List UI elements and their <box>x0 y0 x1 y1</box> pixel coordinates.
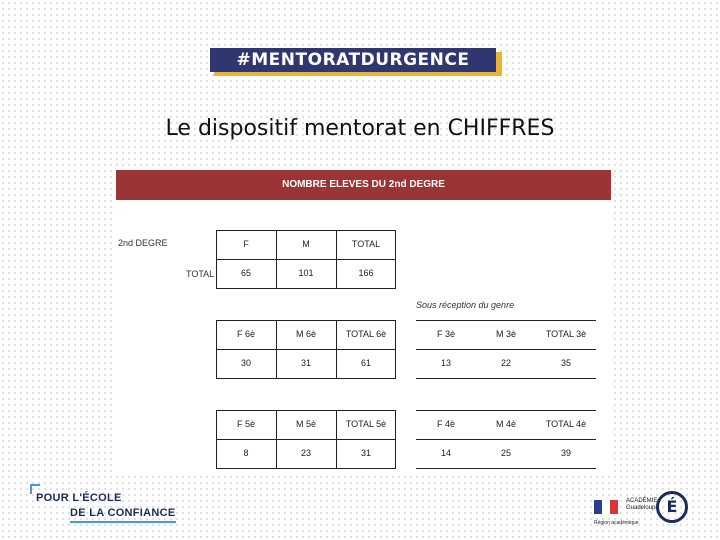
value-m-3: 22 <box>500 358 511 368</box>
logo-accent-bar-vertical <box>30 484 32 494</box>
gender-note: Sous réception du genre <box>416 300 515 310</box>
value-m: 101 <box>298 268 314 278</box>
republique-flag-icon <box>594 500 618 514</box>
value-total-5: 31 <box>360 448 371 458</box>
degree-label: 2nd DEGRE <box>118 238 168 248</box>
header-m-4: M 4è <box>495 419 516 429</box>
value-total-3: 35 <box>560 358 571 368</box>
academie-name <box>626 498 659 512</box>
value-f-3: 13 <box>440 358 451 368</box>
header-m-5: M 5è <box>295 419 316 429</box>
total-row-label: TOTAL <box>186 269 215 279</box>
hashtag-banner <box>210 48 502 76</box>
header-total-5: TOTAL 5è <box>345 419 387 429</box>
header-m: M <box>302 239 310 249</box>
value-total-4: 39 <box>560 448 571 458</box>
header-total: TOTAL <box>351 239 381 249</box>
region-academique-label: Région académique <box>594 520 639 526</box>
value-total: 166 <box>358 268 374 278</box>
header-f: F <box>243 239 249 249</box>
value-f-6: 30 <box>240 358 251 368</box>
value-f-4: 14 <box>440 448 451 458</box>
academie-line-2: Guadeloupe <box>626 505 659 511</box>
header-m-6: M 6è <box>295 329 316 339</box>
banner-text: #MENTORATDURGENCE <box>210 48 496 72</box>
value-f-5: 8 <box>243 448 249 458</box>
panel-header: NOMBRE ELEVES DU 2nd DEGRE <box>116 170 611 200</box>
statistics-panel <box>116 170 611 472</box>
header-total-3: TOTAL 3è <box>545 329 587 339</box>
logo-line-1: POUR L'ÉCOLE <box>36 492 122 504</box>
page-title: Le dispositif mentorat en CHIFFRES <box>165 116 555 141</box>
header-f-6: F 6è <box>236 329 255 339</box>
value-total-6: 61 <box>360 358 371 368</box>
education-e-logo-icon: É <box>656 491 688 523</box>
header-total-4: TOTAL 4è <box>545 419 587 429</box>
header-total-6: TOTAL 6è <box>345 329 387 339</box>
header-f-4: F 4è <box>436 419 455 429</box>
header-f-3: F 3è <box>436 329 455 339</box>
value-f: 65 <box>240 268 251 278</box>
value-m-5: 23 <box>300 448 311 458</box>
value-m-6: 31 <box>300 358 311 368</box>
logo-underline <box>70 521 176 523</box>
header-f-5: F 5è <box>236 419 255 429</box>
logo-line-2: DE LA CONFIANCE <box>70 507 176 519</box>
value-m-4: 25 <box>500 448 511 458</box>
academie-line-1: ACADÉMIE <box>626 498 658 504</box>
header-m-3: M 3è <box>495 329 516 339</box>
